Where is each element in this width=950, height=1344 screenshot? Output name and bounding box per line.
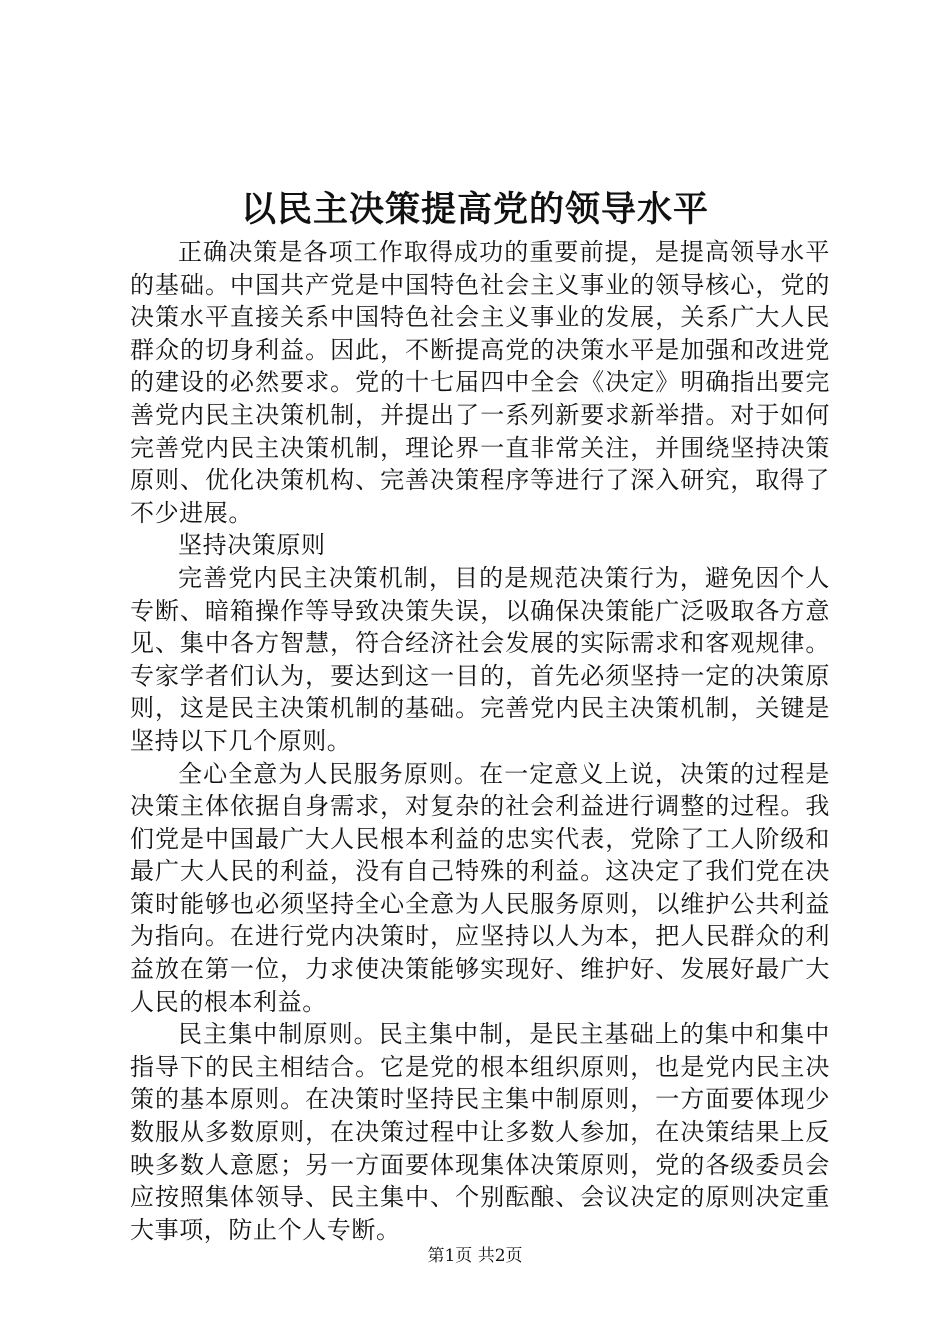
paragraph-democratic-centralism: 民主集中制原则。民主集中制，是民主基础上的集中和集中指导下的民主相结合。它是党的根本组织原则，也是党内民主决策的基本原则。在决策时坚持民主集中制原则，一方面要体现少数服从多数原则，在决策过程中让多数人参加，在决策结果上反映多数人意愿；另一方面要体现集体决策原则，党的各级委员会应按照集体领导、民主集中、个别酝酿、会议决定的原则决定重大事项，防止个人专断。 xyxy=(130,1020,830,1244)
paragraph-serve-people: 全心全意为人民服务原则。在一定意义上说，决策的过程是决策主体依据自身需求，对复杂的社会利益进行调整的过程。我们党是中国最广大人民根本利益的忠实代表，党除了工人阶级和最广大人民的利益，没有自己特殊的利益。这决定了我们党在决策时能够也必须坚持全心全意为人民服务原则，以维护公共利益为指向。在进行党内决策时，应坚持以人为本，把人民群众的利益放在第一位，力求使决策能够实现好、维护好、发展好最广大人民的根本利益。 xyxy=(130,759,830,1016)
section-heading: 坚持决策原则 xyxy=(178,531,326,560)
paragraph-intro: 正确决策是各项工作取得成功的重要前提，是提高领导水平的基础。中国共产党是中国特色社会主义事业的领导核心，党的决策水平直接关系中国特色社会主义事业的发展，关系广大人民群众的切身利益。因此，不断提高党的决策水平是加强和改进党的建设的必然要求。党的十七届四中全会《决定》明确指出要完善党内民主决策机制，并提出了一系列新要求新举措。对于如何完善党内民主决策机制，理论界一直非常关注，并围绕坚持决策原则、优化决策机构、完善决策程序等进行了深入研究，取得了不少进展。 xyxy=(130,238,830,527)
document-title: 以民主决策提高党的领导水平 xyxy=(240,189,709,230)
paragraph-decision-principles: 完善党内民主决策机制，目的是规范决策行为，避免因个人专断、暗箱操作等导致决策失误，以确保决策能广泛吸取各方意见、集中各方智慧，符合经济社会发展的实际需求和客观规律。专家学者们认为，要达到这一目的，首先必须坚持一定的决策原则，这是民主决策机制的基础。完善党内民主决策机制，关键是坚持以下几个原则。 xyxy=(130,563,830,755)
document-body xyxy=(130,236,830,1246)
page-footer: 第1页 共2页 xyxy=(427,1246,523,1266)
